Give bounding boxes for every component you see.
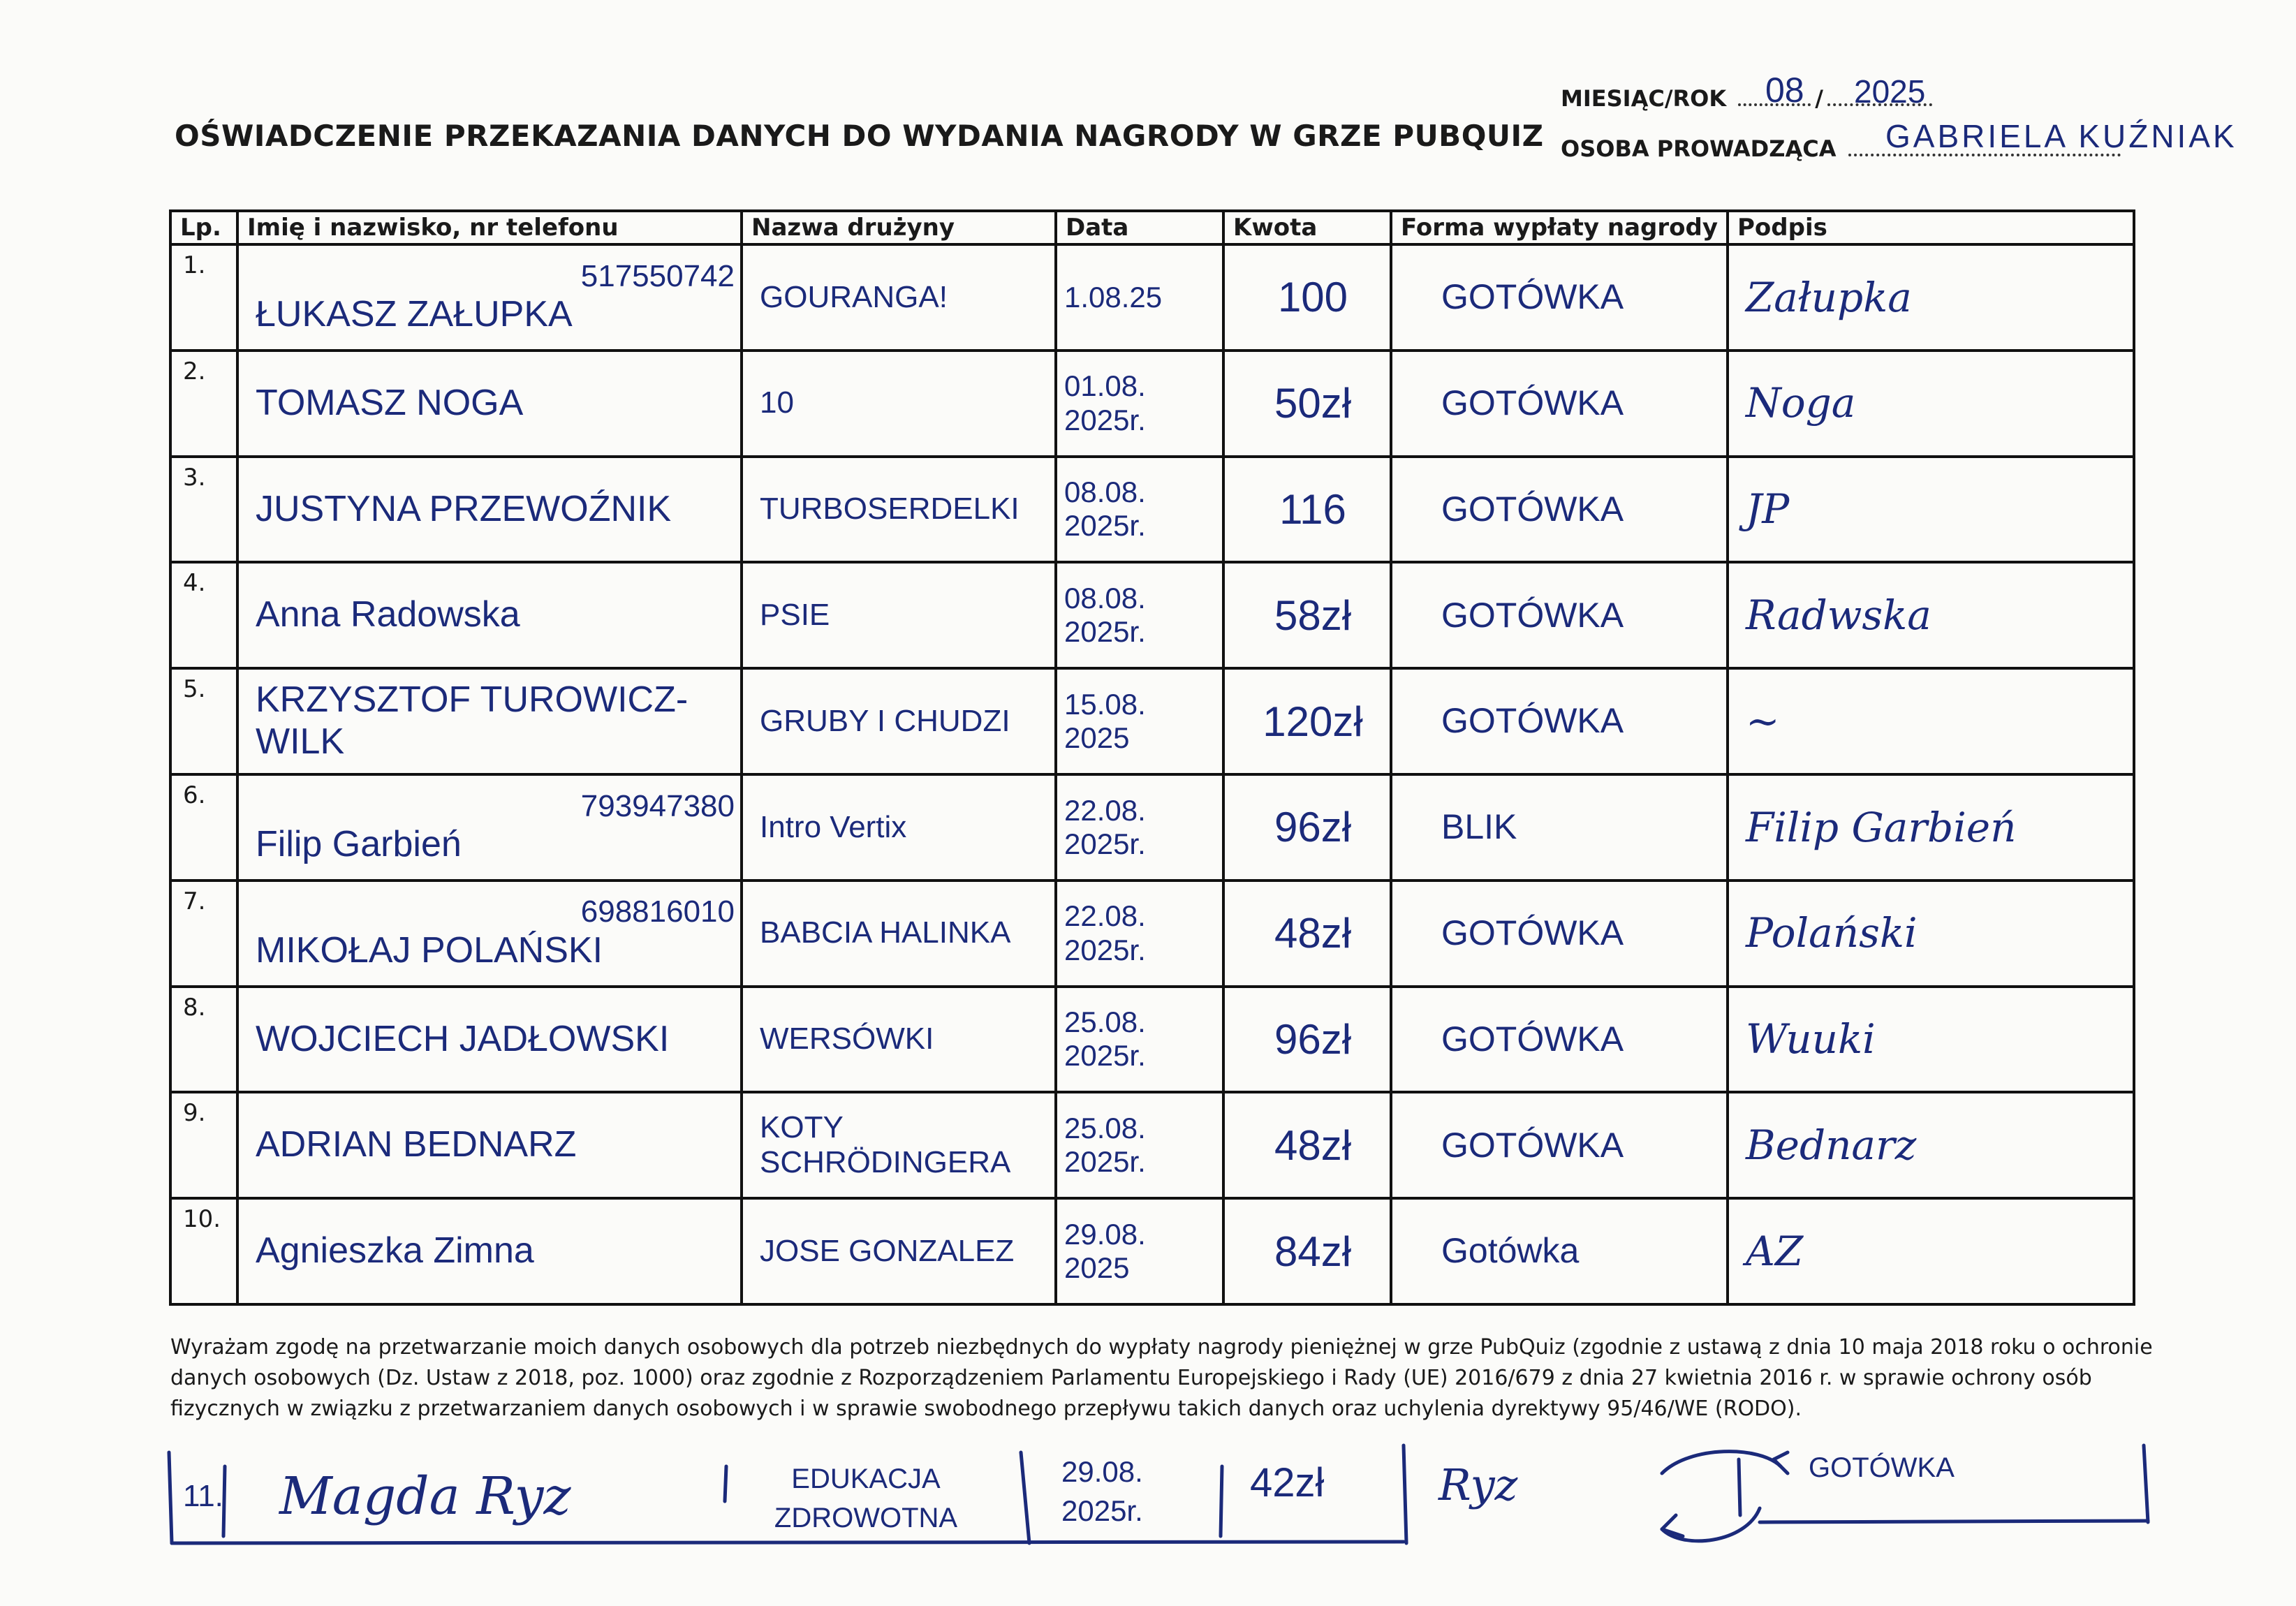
team-cell — [742, 1198, 1056, 1304]
signature-cell — [1728, 987, 2134, 1093]
name-cell — [237, 987, 742, 1093]
payment-method: Gotówka — [1441, 1231, 1580, 1271]
payment-method: GOTÓWKA — [1441, 701, 1624, 741]
team-name: WERSÓWKI — [760, 1022, 934, 1056]
signature-cell — [1728, 774, 2134, 881]
name-cell — [237, 881, 742, 987]
date-value: 01.08. 2025r. — [1064, 369, 1146, 436]
payment-cell — [1391, 1198, 1728, 1304]
table-row — [170, 351, 2134, 457]
date-cell — [1056, 351, 1223, 457]
amount-cell — [1223, 987, 1391, 1093]
amount-cell — [1223, 881, 1391, 987]
extra-row-lp: 11. — [183, 1479, 223, 1513]
amount-cell — [1223, 774, 1391, 881]
date-cell — [1056, 1198, 1223, 1304]
person-name: Agnieszka Zimna — [256, 1230, 534, 1272]
row-number: 1. — [170, 244, 237, 351]
payment-cell — [1391, 987, 1728, 1093]
team-cell — [742, 774, 1056, 881]
extra-row-date: 29.08. 2025r. — [1061, 1455, 1143, 1527]
row-number: 2. — [170, 351, 237, 457]
amount-value: 84zł — [1274, 1228, 1352, 1275]
amount-value: 48zł — [1274, 1121, 1352, 1169]
amount-cell — [1223, 1198, 1391, 1304]
row-number: 4. — [170, 562, 237, 668]
team-cell — [742, 244, 1056, 351]
signature: Noga — [1746, 379, 1856, 427]
signature-cell — [1728, 562, 2134, 668]
extra-row-payment: GOTÓWKA — [1809, 1452, 1955, 1483]
date-cell — [1056, 562, 1223, 668]
signature-cell — [1728, 244, 2134, 351]
col-header-amount: Kwota — [1223, 211, 1391, 244]
table-row — [170, 774, 2134, 881]
payment-method: GOTÓWKA — [1441, 489, 1624, 529]
amount-cell — [1223, 668, 1391, 774]
signature-cell — [1728, 1198, 2134, 1304]
name-cell — [237, 562, 742, 668]
amount-cell — [1223, 1092, 1391, 1198]
payment-method: GOTÓWKA — [1441, 595, 1624, 635]
payment-cell — [1391, 457, 1728, 563]
team-cell — [742, 351, 1056, 457]
person-name: Filip Garbień — [256, 824, 462, 865]
person-name: TOMASZ NOGA — [256, 382, 524, 423]
consent-text: Wyrażam zgodę na przetwarzanie moich danych osobowych dla potrzeb niezbędnych do wypłaty nagrody pieniężnej w grze PubQuiz (zgodnie z ustawą z dnia 10 maja 2018 roku o ochronie danych osobowych (Dz. Ustaw z 2018, poz. 1000) oraz zgodnie z Rozporządzeniem Parlamentu Europejskiego i Rady (UE) 2016/679 z dnia 27 kwietnia 2016 r. w sprawie ochrony osób fizycznych w związku z przetwarzaniem danych osobowych i w sprawie swobodnego przepływu takich danych oraz uchylenia dyrektywy 95/46/WE (RODO). — [170, 1335, 2153, 1421]
amount-value: 50zł — [1274, 380, 1352, 427]
table-row — [170, 1198, 2134, 1304]
payment-cell — [1391, 244, 1728, 351]
team-cell — [742, 1092, 1056, 1198]
month-year-label: MIESIĄC/ROK — [1561, 85, 1727, 112]
signature: Załupka — [1746, 273, 1912, 321]
team-cell — [742, 457, 1056, 563]
row-number: 3. — [170, 457, 237, 563]
row-number: 7. — [170, 881, 237, 987]
date-value: 22.08. 2025r. — [1064, 793, 1146, 860]
signature-cell — [1728, 881, 2134, 987]
team-name: BABCIA HALINKA — [760, 915, 1011, 950]
amount-value: 48zł — [1274, 910, 1352, 957]
signature: Radwska — [1746, 591, 1931, 639]
payment-method: GOTÓWKA — [1441, 913, 1624, 952]
extra-row-amount: 42zł — [1250, 1460, 1325, 1505]
payment-cell — [1391, 562, 1728, 668]
signature-cell — [1728, 668, 2134, 774]
table-row — [170, 562, 2134, 668]
row-number: 9. — [170, 1092, 237, 1198]
row-number: 6. — [170, 774, 237, 881]
person-name: KRZYSZTOF TUROWICZ-WILK — [256, 679, 689, 763]
payment-cell — [1391, 351, 1728, 457]
signature: AZ — [1746, 1227, 1804, 1275]
amount-value: 96zł — [1274, 804, 1352, 851]
signature-cell — [1728, 457, 2134, 563]
date-value: 22.08. 2025r. — [1064, 899, 1146, 966]
date-value: 25.08. 2025r. — [1064, 1111, 1146, 1179]
team-name: TURBOSERDELKI — [760, 492, 1020, 526]
person-name: ŁUKASZ ZAŁUPKA — [256, 294, 573, 335]
amount-cell — [1223, 351, 1391, 457]
date-cell — [1056, 987, 1223, 1093]
month-value: 08 — [1765, 71, 1804, 110]
payment-cell — [1391, 774, 1728, 881]
team-name: Intro Vertix — [760, 809, 907, 844]
signature: JP — [1746, 485, 1790, 533]
person-name: ADRIAN BEDNARZ — [256, 1124, 577, 1165]
person-name: Anna Radowska — [256, 594, 520, 635]
date-cell — [1056, 1092, 1223, 1198]
signature: ~ — [1746, 697, 1780, 745]
team-name: JOSE GONZALEZ — [760, 1233, 1015, 1268]
table-row — [170, 668, 2134, 774]
signature: Polański — [1746, 909, 1918, 957]
team-name: KOTY SCHRÖDINGERA — [760, 1110, 1011, 1180]
signature: Bednarz — [1746, 1121, 1917, 1169]
row-number: 10. — [170, 1198, 237, 1304]
team-cell — [742, 562, 1056, 668]
amount-value: 96zł — [1274, 1015, 1352, 1063]
col-header-lp: Lp. — [170, 211, 237, 244]
amount-value: 100 — [1277, 274, 1348, 321]
person-name: MIKOŁAJ POLAŃSKI — [256, 930, 603, 971]
name-cell — [237, 351, 742, 457]
table-row — [170, 1092, 2134, 1198]
col-header-date: Data — [1056, 211, 1223, 244]
row-number: 5. — [170, 668, 237, 774]
table-row — [170, 244, 2134, 351]
name-cell — [237, 774, 742, 881]
signature: Wuuki — [1746, 1015, 1876, 1063]
col-header-team: Nazwa drużyny — [742, 211, 1056, 244]
team-cell — [742, 987, 1056, 1093]
year-value: 2025 — [1854, 73, 1926, 110]
date-value: 25.08. 2025r. — [1064, 1005, 1146, 1073]
team-name: GRUBY I CHUDZI — [760, 703, 1010, 738]
col-header-payment: Forma wypłaty nagrody — [1391, 211, 1728, 244]
amount-value: 58zł — [1274, 591, 1352, 639]
date-cell — [1056, 881, 1223, 987]
name-cell — [237, 244, 742, 351]
row-number: 8. — [170, 987, 237, 1093]
phone-number: 698816010 — [580, 894, 735, 929]
date-value: 08.08. 2025r. — [1064, 476, 1146, 543]
form-title: OŚWIADCZENIE PRZEKAZANIA DANYCH DO WYDANIA NAGRODY W GRZE PUBQUIZ — [175, 119, 1544, 153]
table-row — [170, 987, 2134, 1093]
payment-method: GOTÓWKA — [1441, 1125, 1624, 1165]
extra-row-team: EDUKACJA ZDROWOTNA — [774, 1464, 958, 1533]
phone-number: 793947380 — [580, 788, 735, 823]
person-name: JUSTYNA PRZEWOŹNIK — [256, 488, 672, 529]
payment-method: GOTÓWKA — [1441, 1019, 1624, 1059]
extra-row-name: Magda Ryz — [279, 1466, 571, 1526]
date-value: 1.08.25 — [1064, 280, 1163, 314]
signature: Filip Garbień — [1746, 803, 2017, 851]
team-name: 10 — [760, 385, 794, 420]
payment-method: GOTÓWKA — [1441, 277, 1624, 317]
col-header-signature: Podpis — [1728, 211, 2134, 244]
team-cell — [742, 668, 1056, 774]
date-cell — [1056, 244, 1223, 351]
table-row — [170, 881, 2134, 987]
table-header-row — [170, 211, 2134, 244]
payment-method: GOTÓWKA — [1441, 383, 1624, 422]
table-row — [170, 457, 2134, 563]
prize-table — [169, 209, 2135, 1306]
date-cell — [1056, 774, 1223, 881]
name-cell — [237, 1198, 742, 1304]
amount-cell — [1223, 457, 1391, 563]
payment-method: BLIK — [1441, 807, 1517, 847]
phone-number: 517550742 — [580, 258, 735, 293]
year-separator: / — [1815, 85, 1823, 112]
date-cell — [1056, 457, 1223, 563]
signature-cell — [1728, 351, 2134, 457]
amount-cell — [1223, 562, 1391, 668]
signature-cell — [1728, 1092, 2134, 1198]
team-name: PSIE — [760, 597, 830, 632]
date-value: 29.08. 2025 — [1064, 1217, 1146, 1285]
payment-cell — [1391, 1092, 1728, 1198]
name-cell — [237, 1092, 742, 1198]
person-name: WOJCIECH JADŁOWSKI — [256, 1018, 670, 1059]
name-cell — [237, 457, 742, 563]
team-name: GOURANGA! — [760, 279, 948, 314]
team-cell — [742, 881, 1056, 987]
col-header-name: Imię i nazwisko, nr telefonu — [237, 211, 742, 244]
date-value: 15.08. 2025 — [1064, 687, 1146, 755]
payment-cell — [1391, 881, 1728, 987]
date-cell — [1056, 668, 1223, 774]
name-cell — [237, 668, 742, 774]
host-value: GABRIELA KUŹNIAK — [1885, 118, 2237, 154]
date-value: 08.08. 2025r. — [1064, 581, 1146, 649]
payment-cell — [1391, 668, 1728, 774]
handwritten-extra-row — [161, 1438, 2165, 1550]
host-label: OSOBA PROWADZĄCA — [1561, 135, 1837, 162]
extra-row-signature: Ryz — [1438, 1459, 1518, 1510]
amount-value: 116 — [1279, 485, 1346, 533]
amount-cell — [1223, 244, 1391, 351]
amount-value: 120zł — [1263, 698, 1363, 745]
